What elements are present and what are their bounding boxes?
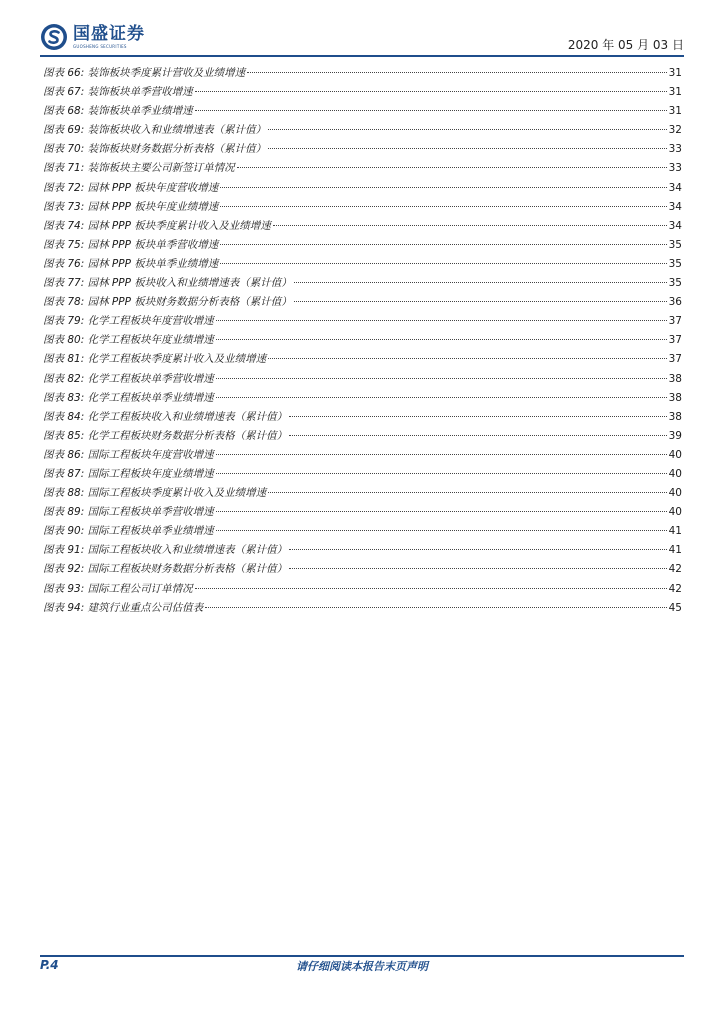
toc-dot-leader [216,530,667,531]
toc-entry-page: 34 [668,219,682,232]
toc-entry-page: 31 [668,105,682,118]
toc-dot-leader [216,454,667,455]
toc-entry-title: 图表 88: 国际工程板块季度累计收入及业绩增速 [43,487,267,500]
toc-dot-leader [195,91,667,92]
figure-list [43,64,682,618]
toc-entry-page: 36 [668,296,682,309]
footer-divider [40,955,684,957]
toc-entry[interactable] [43,522,682,541]
toc-entry[interactable] [43,159,682,178]
toc-dot-leader [216,511,667,512]
toc-entry[interactable] [43,484,682,503]
toc-entry[interactable] [43,541,682,560]
toc-entry-page: 37 [668,334,682,347]
toc-entry-page: 31 [668,67,682,79]
toc-dot-leader [220,206,666,207]
toc-entry-page: 33 [668,143,682,156]
toc-entry-page: 40 [668,487,682,500]
toc-entry[interactable] [43,255,682,274]
toc-dot-leader [216,339,667,340]
toc-entry-title: 图表 79: 化学工程板块年度营收增速 [43,315,214,328]
page-header [40,20,684,54]
toc-entry[interactable] [43,370,682,389]
toc-entry[interactable] [43,102,682,121]
toc-entry[interactable] [43,217,682,236]
toc-entry-page: 34 [668,200,682,213]
toc-entry-title: 图表 84: 化学工程板块收入和业绩增速表（累计值） [43,410,288,423]
toc-entry-page: 35 [668,238,682,251]
toc-entry[interactable] [43,121,682,140]
toc-entry-page: 40 [668,506,682,519]
toc-entry-title: 图表 92: 国际工程板块财务数据分析表格（累计值） [43,563,288,576]
toc-entry[interactable] [43,503,682,522]
toc-dot-leader [268,148,667,149]
toc-dot-leader [216,397,667,398]
toc-entry-page: 34 [668,181,682,194]
toc-entry-page: 37 [668,353,682,366]
toc-entry-page: 38 [668,410,682,423]
toc-entry[interactable] [43,389,682,408]
toc-dot-leader [268,129,667,130]
toc-entry-title: 图表 90: 国际工程板块单季业绩增速 [43,525,214,538]
toc-dot-leader [289,435,667,436]
toc-entry-title: 图表 85: 化学工程板块财务数据分析表格（累计值） [43,429,288,442]
toc-entry[interactable] [43,350,682,369]
toc-entry-title: 图表 91: 国际工程板块收入和业绩增速表（累计值） [43,544,288,557]
toc-entry-title: 图表 72: 园林 PPP 板块年度营收增速 [43,181,219,194]
toc-dot-leader [216,473,667,474]
toc-entry[interactable] [43,198,682,217]
toc-entry-title: 图表 66: 装饰板块季度累计营收及业绩增速 [43,67,246,79]
toc-entry-title: 图表 67: 装饰板块单季营收增速 [43,86,193,99]
toc-entry-title: 图表 80: 化学工程板块年度业绩增速 [43,334,214,347]
toc-entry-page: 42 [668,563,682,576]
toc-entry[interactable] [43,83,682,102]
toc-entry-page: 33 [668,162,682,175]
toc-dot-leader [289,549,667,550]
toc-entry[interactable] [43,446,682,465]
toc-dot-leader [289,568,667,569]
toc-dot-leader [268,492,667,493]
toc-entry-title: 图表 83: 化学工程板块单季业绩增速 [43,391,214,404]
toc-entry-title: 图表 73: 园林 PPP 板块年度业绩增速 [43,200,219,213]
toc-entry-page: 41 [668,525,682,538]
toc-dot-leader [220,187,666,188]
toc-entry-page: 40 [668,467,682,480]
toc-entry-page: 35 [668,257,682,270]
toc-entry[interactable] [43,560,682,579]
toc-entry[interactable] [43,427,682,446]
toc-entry[interactable] [43,64,682,83]
toc-dot-leader [294,282,667,283]
toc-dot-leader [216,320,667,321]
toc-entry[interactable] [43,293,682,312]
toc-entry-title: 图表 93: 国际工程公司订单情况 [43,582,193,595]
toc-entry[interactable] [43,599,682,618]
disclaimer-note: 请仔细阅读本报告末页声明 [296,960,428,973]
report-date: 2020 年 05 月 03 日 [567,38,684,52]
toc-dot-leader [247,72,667,73]
toc-entry-title: 图表 77: 园林 PPP 板块收入和业绩增速表（累计值） [43,277,292,290]
toc-dot-leader [220,244,666,245]
brand-name: 国盛证券 [73,23,145,44]
toc-entry-page: 45 [668,601,682,614]
toc-entry-title: 图表 94: 建筑行业重点公司估值表 [43,601,204,614]
toc-entry-title: 图表 82: 化学工程板块单季营收增速 [43,372,214,385]
toc-dot-leader [289,416,667,417]
guosheng-logo-icon [40,23,68,51]
toc-entry-title: 图表 69: 装饰板块收入和业绩增速表（累计值） [43,124,267,137]
toc-entry-title: 图表 87: 国际工程板块年度业绩增速 [43,467,214,480]
toc-entry-title: 图表 74: 园林 PPP 板块季度累计收入及业绩增速 [43,219,271,232]
toc-dot-leader [205,607,667,608]
toc-entry-title: 图表 86: 国际工程板块年度营收增速 [43,448,214,461]
toc-dot-leader [237,167,667,168]
toc-dot-leader [268,358,667,359]
toc-entry-page: 31 [668,86,682,99]
toc-entry-title: 图表 78: 园林 PPP 板块财务数据分析表格（累计值） [43,296,292,309]
toc-entry[interactable] [43,580,682,599]
toc-entry-title: 图表 89: 国际工程板块单季营收增速 [43,506,214,519]
toc-entry-title: 图表 70: 装饰板块财务数据分析表格（累计值） [43,143,267,156]
page-number: P.4 [40,958,59,972]
toc-entry-page: 42 [668,582,682,595]
toc-entry-page: 38 [668,391,682,404]
toc-entry-title: 图表 75: 园林 PPP 板块单季营收增速 [43,238,219,251]
toc-dot-leader [220,263,666,264]
toc-entry[interactable] [43,179,682,198]
toc-entry-title: 图表 76: 园林 PPP 板块单季业绩增速 [43,257,219,270]
brand-subtitle: GUOSHENG SECURITIES [73,43,127,49]
toc-entry-page: 39 [668,429,682,442]
header-divider [40,55,684,57]
toc-entry-title: 图表 68: 装饰板块单季业绩增速 [43,105,193,118]
toc-entry-page: 38 [668,372,682,385]
toc-entry-title: 图表 81: 化学工程板块季度累计收入及业绩增速 [43,353,267,366]
toc-entry[interactable] [43,465,682,484]
toc-dot-leader [294,301,667,302]
toc-dot-leader [216,378,667,379]
toc-entry-page: 41 [668,544,682,557]
toc-entry-title: 图表 71: 装饰板块主要公司新签订单情况 [43,162,235,175]
toc-entry[interactable] [43,274,682,293]
toc-entry[interactable] [43,140,682,159]
brand-logo [40,22,145,52]
toc-dot-leader [195,588,667,589]
toc-entry[interactable] [43,312,682,331]
toc-entry-page: 35 [668,277,682,290]
toc-entry[interactable] [43,408,682,427]
toc-entry-page: 32 [668,124,682,137]
toc-entry-page: 37 [668,315,682,328]
toc-dot-leader [273,225,667,226]
toc-entry[interactable] [43,331,682,350]
toc-entry-page: 40 [668,448,682,461]
toc-entry[interactable] [43,236,682,255]
toc-dot-leader [195,110,667,111]
